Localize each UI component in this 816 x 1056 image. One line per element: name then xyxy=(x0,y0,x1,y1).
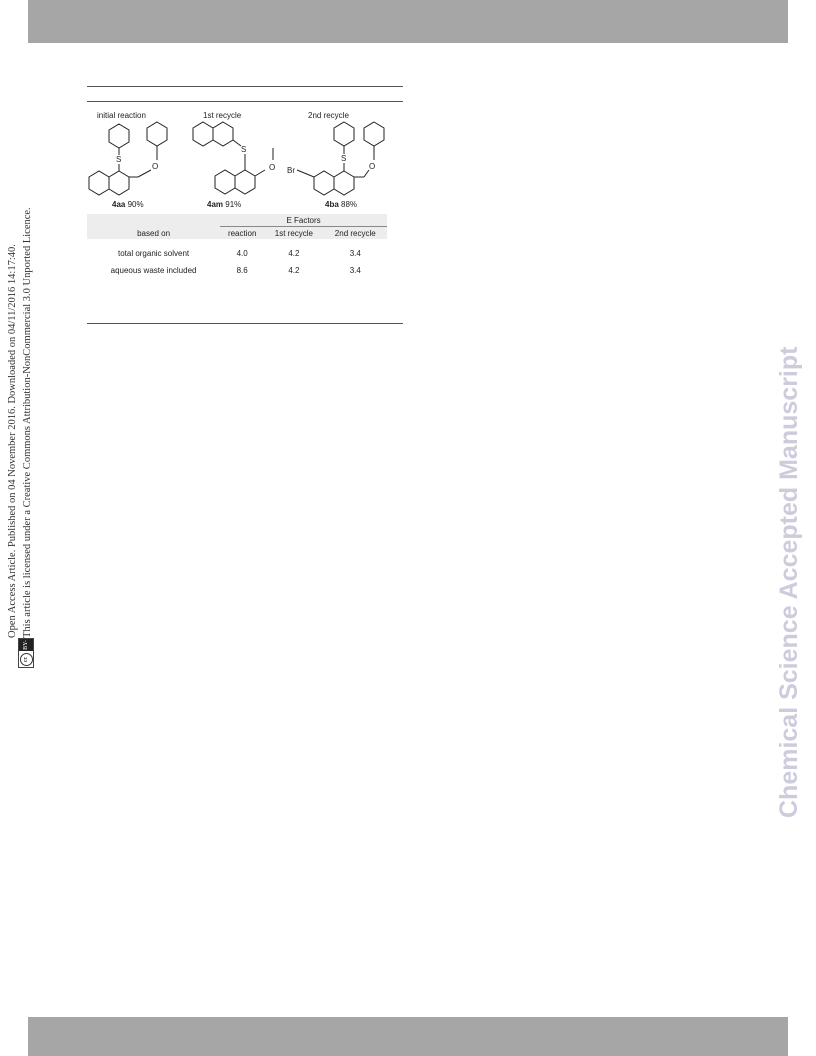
license-sidebar xyxy=(2,128,42,668)
cc-license-badge[interactable] xyxy=(18,638,43,668)
table-row xyxy=(87,259,387,276)
scheme-figure xyxy=(85,108,403,212)
table-top-rule xyxy=(87,86,403,87)
oxygen-atom: O xyxy=(152,162,159,171)
naphthalene-ring xyxy=(89,171,109,195)
cc-icon: cc xyxy=(20,653,33,666)
table-cell: 3.4 xyxy=(349,248,361,258)
naphthalene-ring xyxy=(193,122,213,146)
naphthalene-ring xyxy=(215,170,235,194)
table-cell: 8.6 xyxy=(236,265,248,275)
caption-second-recycle: 2nd recycle xyxy=(308,111,349,120)
naphthalene-ring xyxy=(213,122,233,146)
table-row xyxy=(87,239,387,259)
table-bottom-rule xyxy=(87,323,403,324)
table-group-header-row xyxy=(87,214,387,227)
table-cell: 4.0 xyxy=(236,248,248,258)
phenyl-ring xyxy=(334,122,354,146)
e-factors-header: E Factors xyxy=(286,215,321,225)
phenyl-ring xyxy=(109,124,129,148)
naphthalene-ring xyxy=(235,170,255,194)
basis-header: based on xyxy=(137,229,171,238)
column-header: reaction xyxy=(220,227,264,240)
sulfur-atom: S xyxy=(116,155,122,164)
sulfur-atom: S xyxy=(241,145,247,154)
table-cell: 3.4 xyxy=(349,265,361,275)
accepted-manuscript-watermark: Chemical Science Accepted Manuscript xyxy=(775,346,803,818)
caption-initial-reaction: initial reaction xyxy=(97,111,146,120)
table-cell: 4.2 xyxy=(288,265,300,275)
page-header-bar xyxy=(28,0,788,43)
sulfur-atom: S xyxy=(341,154,347,163)
column-header: 2nd recycle xyxy=(324,227,387,240)
structure-drawings xyxy=(85,108,403,212)
bromine-atom: Br xyxy=(287,166,295,175)
compound-label-4ba: 4ba 88% xyxy=(325,200,358,209)
row-label: total organic solvent xyxy=(117,248,190,258)
oxygen-atom: O xyxy=(369,162,376,171)
page-footer-bar xyxy=(28,1017,788,1056)
compound-label-4aa: 4aa 90% xyxy=(112,200,144,209)
phenyl-ring xyxy=(147,122,167,146)
table-cell: 4.2 xyxy=(288,248,300,258)
e-factor-table xyxy=(87,214,387,276)
oxygen-atom: O xyxy=(269,163,276,172)
naphthalene-ring xyxy=(314,171,334,195)
naphthalene-ring xyxy=(334,171,354,195)
table-header-rule xyxy=(87,101,403,102)
access-info-line[interactable]: Open Access Article. Published on 04 November 2016. Downloaded on 04/11/2016 14:17:40. xyxy=(7,244,18,638)
column-header: 1st recycle xyxy=(264,227,323,240)
by-nc-label: BY-NC xyxy=(19,639,33,651)
compound-label-4am: 4am 91% xyxy=(207,200,242,209)
phenyl-ring xyxy=(364,122,384,146)
row-label: aqueous waste included xyxy=(110,265,197,275)
naphthalene-ring xyxy=(109,171,129,195)
licence-info-line[interactable]: This article is licensed under a Creative Commons Attribution-NonCommercial 3.0 Unported Licence. xyxy=(22,207,33,638)
caption-first-recycle: 1st recycle xyxy=(203,111,242,120)
